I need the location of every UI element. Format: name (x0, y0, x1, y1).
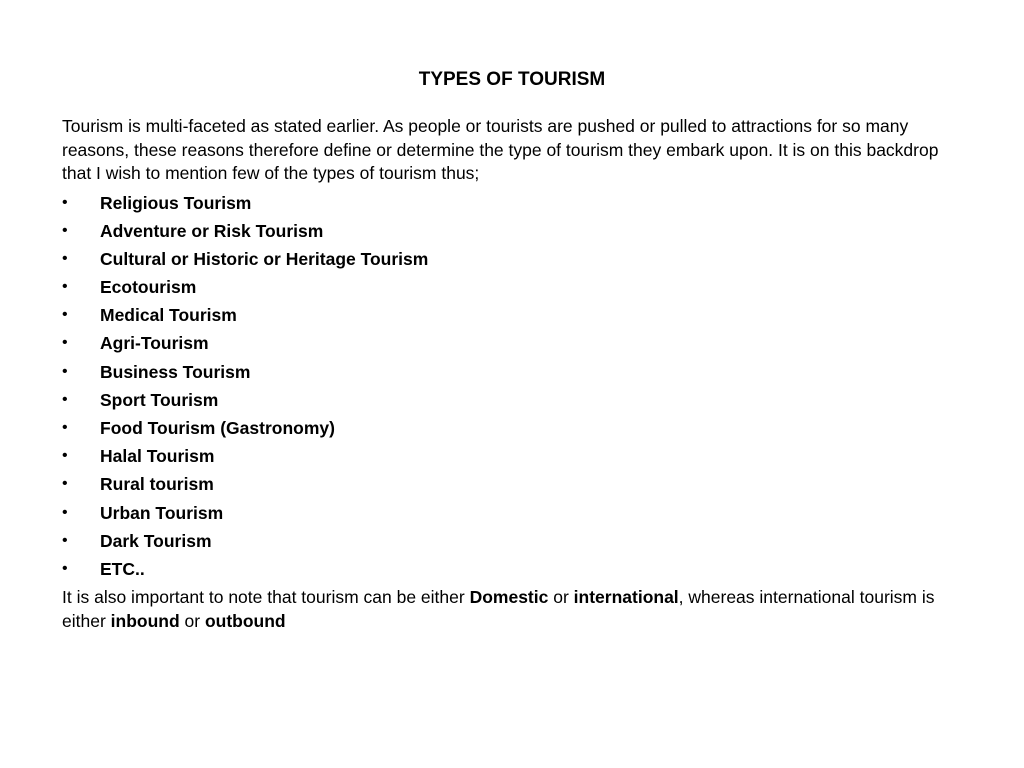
list-item-label: Food Tourism (Gastronomy) (100, 418, 335, 438)
list-item-label: Adventure or Risk Tourism (100, 220, 324, 241)
list-item (62, 273, 967, 301)
list-item-label: Halal Tourism (100, 446, 215, 467)
closing-paragraph (62, 585, 967, 633)
bullet-icon: • (62, 390, 68, 408)
list-item (62, 189, 967, 217)
list-item (62, 301, 967, 329)
bullet-icon: • (62, 419, 68, 436)
list-item (62, 527, 967, 555)
intro-paragraph: Tourism is multi-faceted as stated earlier. As people or tourists are pushed or pulled to attractions for so many reasons, these reasons therefore define or determine the type of tourism they embark upon. It is on this backdrop that I wish to mention few of the types of tourism thus; (62, 116, 939, 183)
list-item (62, 442, 967, 470)
list-item-label: Medical Tourism (100, 305, 237, 326)
closing-text: or (179, 611, 205, 632)
list-item (62, 555, 967, 583)
list-item-label: Religious Tourism (100, 192, 252, 213)
closing-text: , whereas international tourism is either (62, 587, 935, 632)
domestic-term: Domestic (469, 587, 549, 608)
list-item-label: ETC.. (100, 558, 145, 579)
bullet-icon: • (62, 531, 68, 549)
bullet-icon: • (62, 447, 68, 465)
list-item (62, 217, 967, 245)
bullet-icon: • (62, 334, 68, 352)
list-item (62, 499, 967, 527)
bullet-icon: • (62, 249, 68, 267)
bullet-icon: • (62, 503, 68, 521)
list-item-label: Ecotourism (100, 277, 197, 298)
list-item (62, 358, 967, 386)
outbound-term: outbound (204, 611, 286, 632)
bullet-icon: • (62, 475, 68, 493)
inbound-term: inbound (110, 611, 180, 632)
list-item-label: Rural tourism (100, 474, 214, 495)
list-item (62, 470, 967, 498)
bullet-icon: • (62, 193, 68, 211)
closing-text: or (548, 587, 574, 608)
list-item-label: Agri-Tourism (100, 333, 209, 354)
bullet-icon: • (62, 306, 68, 324)
tourism-types-list (62, 189, 967, 584)
slide-title: TYPES OF TOURISM (418, 69, 606, 90)
bullet-icon: • (62, 278, 68, 296)
list-item (62, 414, 967, 442)
list-item-label: Sport Tourism (100, 389, 219, 410)
list-item-label: Urban Tourism (100, 502, 224, 523)
list-item (62, 386, 967, 414)
list-item-label: Dark Tourism (100, 530, 212, 551)
slide-body (62, 115, 967, 633)
bullet-icon: • (62, 362, 68, 380)
international-term: international (573, 587, 679, 608)
bullet-icon: • (62, 559, 68, 577)
list-item (62, 245, 967, 273)
bullet-icon: • (62, 221, 68, 239)
list-item-label: Cultural or Historic or Heritage Tourism (100, 248, 429, 269)
list-item (62, 329, 967, 357)
closing-text: It is also important to note that tourism can be either (62, 587, 470, 608)
list-item-label: Business Tourism (100, 361, 251, 382)
